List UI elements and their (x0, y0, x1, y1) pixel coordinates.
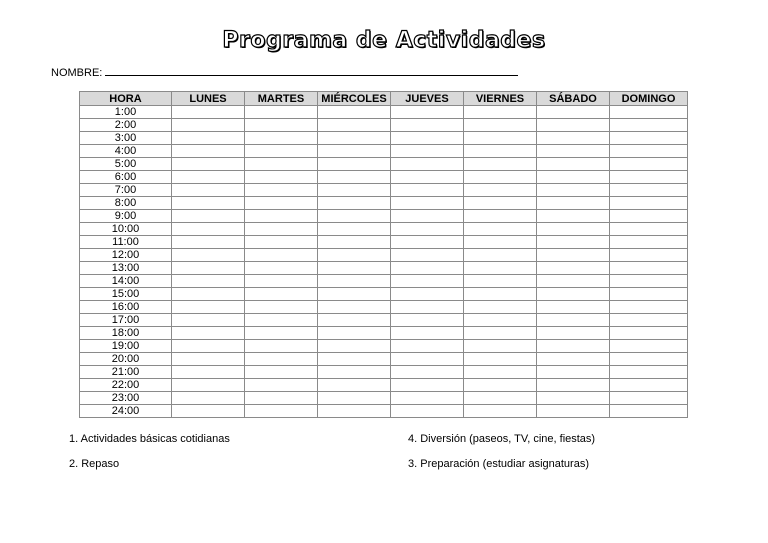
cell-sabado[interactable] (537, 197, 610, 210)
cell-jueves[interactable] (391, 301, 464, 314)
cell-lunes[interactable] (172, 327, 245, 340)
cell-lunes[interactable] (172, 379, 245, 392)
cell-miercoles[interactable] (318, 223, 391, 236)
cell-martes[interactable] (245, 197, 318, 210)
cell-viernes[interactable] (464, 249, 537, 262)
cell-domingo[interactable] (610, 392, 688, 405)
cell-sabado[interactable] (537, 379, 610, 392)
cell-viernes[interactable] (464, 366, 537, 379)
cell-miercoles[interactable] (318, 366, 391, 379)
table-row (80, 340, 688, 353)
cell-viernes[interactable] (464, 262, 537, 275)
cell-martes[interactable] (245, 340, 318, 353)
cell-viernes[interactable] (464, 392, 537, 405)
header-domingo: DOMINGO (610, 92, 688, 106)
cell-miercoles[interactable] (318, 288, 391, 301)
cell-sabado[interactable] (537, 275, 610, 288)
hour-cell: 17:00 (80, 314, 172, 327)
cell-viernes[interactable] (464, 236, 537, 249)
cell-domingo[interactable] (610, 353, 688, 366)
cell-jueves[interactable] (391, 249, 464, 262)
cell-jueves[interactable] (391, 132, 464, 145)
weekly-schedule-table (79, 91, 688, 418)
cell-miercoles[interactable] (318, 353, 391, 366)
cell-lunes[interactable] (172, 392, 245, 405)
cell-lunes[interactable] (172, 314, 245, 327)
cell-lunes[interactable] (172, 262, 245, 275)
table-row (80, 275, 688, 288)
cell-jueves[interactable] (391, 171, 464, 184)
header-martes: MARTES (245, 92, 318, 106)
hour-cell: 3:00 (80, 132, 172, 145)
legend-item-1: 1. Actividades básicas cotidianas (69, 433, 230, 445)
cell-miercoles[interactable] (318, 379, 391, 392)
hour-cell: 21:00 (80, 366, 172, 379)
cell-jueves[interactable] (391, 145, 464, 158)
cell-miercoles[interactable] (318, 171, 391, 184)
cell-martes[interactable] (245, 353, 318, 366)
cell-jueves[interactable] (391, 405, 464, 418)
hour-cell: 24:00 (80, 405, 172, 418)
cell-jueves[interactable] (391, 275, 464, 288)
table-row (80, 314, 688, 327)
table-row (80, 158, 688, 171)
cell-viernes[interactable] (464, 327, 537, 340)
cell-viernes[interactable] (464, 314, 537, 327)
cell-sabado[interactable] (537, 171, 610, 184)
cell-martes[interactable] (245, 405, 318, 418)
cell-jueves[interactable] (391, 340, 464, 353)
cell-domingo[interactable] (610, 288, 688, 301)
cell-viernes[interactable] (464, 197, 537, 210)
hour-cell: 6:00 (80, 171, 172, 184)
schedule-body (80, 106, 688, 418)
cell-jueves[interactable] (391, 106, 464, 119)
cell-viernes[interactable] (464, 158, 537, 171)
table-row (80, 379, 688, 392)
cell-viernes[interactable] (464, 223, 537, 236)
cell-martes[interactable] (245, 288, 318, 301)
hour-cell: 14:00 (80, 275, 172, 288)
cell-jueves[interactable] (391, 119, 464, 132)
cell-martes[interactable] (245, 314, 318, 327)
cell-sabado[interactable] (537, 106, 610, 119)
cell-sabado[interactable] (537, 262, 610, 275)
table-row (80, 171, 688, 184)
cell-domingo[interactable] (610, 249, 688, 262)
cell-jueves[interactable] (391, 210, 464, 223)
cell-martes[interactable] (245, 210, 318, 223)
cell-martes[interactable] (245, 366, 318, 379)
cell-sabado[interactable] (537, 340, 610, 353)
hour-cell: 1:00 (80, 106, 172, 119)
hour-cell: 13:00 (80, 262, 172, 275)
cell-miercoles[interactable] (318, 210, 391, 223)
cell-sabado[interactable] (537, 327, 610, 340)
hour-cell: 8:00 (80, 197, 172, 210)
header-lunes: LUNES (172, 92, 245, 106)
cell-sabado[interactable] (537, 119, 610, 132)
hour-cell: 20:00 (80, 353, 172, 366)
cell-miercoles[interactable] (318, 340, 391, 353)
cell-jueves[interactable] (391, 184, 464, 197)
cell-viernes[interactable] (464, 210, 537, 223)
hour-cell: 9:00 (80, 210, 172, 223)
table-row (80, 249, 688, 262)
cell-viernes[interactable] (464, 184, 537, 197)
cell-lunes[interactable] (172, 288, 245, 301)
cell-sabado[interactable] (537, 236, 610, 249)
cell-lunes[interactable] (172, 119, 245, 132)
cell-viernes[interactable] (464, 379, 537, 392)
name-label: NOMBRE: (51, 67, 103, 79)
cell-miercoles[interactable] (318, 301, 391, 314)
cell-viernes[interactable] (464, 106, 537, 119)
cell-jueves[interactable] (391, 366, 464, 379)
cell-sabado[interactable] (537, 210, 610, 223)
cell-domingo[interactable] (610, 171, 688, 184)
cell-miercoles[interactable] (318, 184, 391, 197)
cell-jueves[interactable] (391, 327, 464, 340)
cell-domingo[interactable] (610, 301, 688, 314)
cell-martes[interactable] (245, 379, 318, 392)
cell-miercoles[interactable] (318, 145, 391, 158)
cell-miercoles[interactable] (318, 262, 391, 275)
table-row (80, 353, 688, 366)
header-miercoles: MIÉRCOLES (318, 92, 391, 106)
hour-cell: 15:00 (80, 288, 172, 301)
cell-jueves[interactable] (391, 158, 464, 171)
cell-domingo[interactable] (610, 145, 688, 158)
cell-lunes[interactable] (172, 353, 245, 366)
cell-jueves[interactable] (391, 223, 464, 236)
cell-sabado[interactable] (537, 249, 610, 262)
cell-martes[interactable] (245, 249, 318, 262)
cell-miercoles[interactable] (318, 249, 391, 262)
header-row (80, 92, 688, 106)
cell-jueves[interactable] (391, 288, 464, 301)
cell-viernes[interactable] (464, 405, 537, 418)
cell-miercoles[interactable] (318, 119, 391, 132)
cell-domingo[interactable] (610, 327, 688, 340)
hour-cell: 11:00 (80, 236, 172, 249)
legend-item-3: 3. Preparación (estudiar asignaturas) (408, 458, 589, 470)
cell-miercoles[interactable] (318, 106, 391, 119)
cell-domingo[interactable] (610, 340, 688, 353)
cell-lunes[interactable] (172, 158, 245, 171)
hour-cell: 4:00 (80, 145, 172, 158)
hour-cell: 7:00 (80, 184, 172, 197)
table-row (80, 223, 688, 236)
cell-martes[interactable] (245, 236, 318, 249)
cell-viernes[interactable] (464, 275, 537, 288)
cell-martes[interactable] (245, 171, 318, 184)
cell-domingo[interactable] (610, 158, 688, 171)
hour-cell: 23:00 (80, 392, 172, 405)
cell-sabado[interactable] (537, 145, 610, 158)
cell-domingo[interactable] (610, 405, 688, 418)
cell-domingo[interactable] (610, 223, 688, 236)
cell-lunes[interactable] (172, 171, 245, 184)
cell-martes[interactable] (245, 223, 318, 236)
cell-lunes[interactable] (172, 249, 245, 262)
cell-jueves[interactable] (391, 392, 464, 405)
table-row (80, 145, 688, 158)
cell-lunes[interactable] (172, 236, 245, 249)
cell-viernes[interactable] (464, 145, 537, 158)
hour-cell: 18:00 (80, 327, 172, 340)
cell-martes[interactable] (245, 184, 318, 197)
cell-viernes[interactable] (464, 288, 537, 301)
cell-jueves[interactable] (391, 353, 464, 366)
cell-lunes[interactable] (172, 405, 245, 418)
cell-martes[interactable] (245, 106, 318, 119)
cell-sabado[interactable] (537, 314, 610, 327)
name-input-line[interactable] (105, 66, 518, 76)
cell-jueves[interactable] (391, 314, 464, 327)
cell-sabado[interactable] (537, 223, 610, 236)
cell-domingo[interactable] (610, 366, 688, 379)
table-row (80, 262, 688, 275)
cell-sabado[interactable] (537, 158, 610, 171)
table-row (80, 197, 688, 210)
table-row (80, 405, 688, 418)
table-row (80, 301, 688, 314)
cell-miercoles[interactable] (318, 327, 391, 340)
header-sabado: SÁBADO (537, 92, 610, 106)
name-field-row (51, 66, 518, 79)
cell-martes[interactable] (245, 145, 318, 158)
cell-sabado[interactable] (537, 392, 610, 405)
cell-sabado[interactable] (537, 288, 610, 301)
table-row (80, 132, 688, 145)
cell-viernes[interactable] (464, 340, 537, 353)
table-row (80, 210, 688, 223)
cell-viernes[interactable] (464, 353, 537, 366)
page-title: Programa de Actividades (222, 28, 546, 53)
cell-miercoles[interactable] (318, 132, 391, 145)
cell-martes[interactable] (245, 119, 318, 132)
legend-item-4: 4. Diversión (paseos, TV, cine, fiestas) (408, 433, 596, 445)
hour-cell: 19:00 (80, 340, 172, 353)
cell-lunes[interactable] (172, 275, 245, 288)
cell-domingo[interactable] (610, 379, 688, 392)
cell-miercoles[interactable] (318, 275, 391, 288)
cell-domingo[interactable] (610, 236, 688, 249)
header-viernes: VIERNES (464, 92, 537, 106)
table-row (80, 288, 688, 301)
cell-viernes[interactable] (464, 301, 537, 314)
cell-lunes[interactable] (172, 301, 245, 314)
cell-miercoles[interactable] (318, 158, 391, 171)
cell-domingo[interactable] (610, 184, 688, 197)
cell-lunes[interactable] (172, 210, 245, 223)
hour-cell: 22:00 (80, 379, 172, 392)
cell-jueves[interactable] (391, 262, 464, 275)
table-row (80, 236, 688, 249)
cell-lunes[interactable] (172, 132, 245, 145)
cell-sabado[interactable] (537, 301, 610, 314)
cell-miercoles[interactable] (318, 197, 391, 210)
cell-lunes[interactable] (172, 145, 245, 158)
table-row (80, 327, 688, 340)
cell-martes[interactable] (245, 158, 318, 171)
hour-cell: 12:00 (80, 249, 172, 262)
cell-domingo[interactable] (610, 210, 688, 223)
hour-cell: 16:00 (80, 301, 172, 314)
cell-jueves[interactable] (391, 379, 464, 392)
cell-lunes[interactable] (172, 197, 245, 210)
cell-lunes[interactable] (172, 340, 245, 353)
table-row (80, 119, 688, 132)
cell-domingo[interactable] (610, 314, 688, 327)
cell-miercoles[interactable] (318, 405, 391, 418)
cell-lunes[interactable] (172, 223, 245, 236)
cell-domingo[interactable] (610, 197, 688, 210)
cell-sabado[interactable] (537, 184, 610, 197)
cell-sabado[interactable] (537, 366, 610, 379)
hour-cell: 2:00 (80, 119, 172, 132)
cell-miercoles[interactable] (318, 314, 391, 327)
cell-martes[interactable] (245, 132, 318, 145)
table-row (80, 366, 688, 379)
cell-domingo[interactable] (610, 106, 688, 119)
cell-domingo[interactable] (610, 132, 688, 145)
cell-lunes[interactable] (172, 184, 245, 197)
hour-cell: 10:00 (80, 223, 172, 236)
cell-domingo[interactable] (610, 119, 688, 132)
cell-miercoles[interactable] (318, 392, 391, 405)
cell-viernes[interactable] (464, 119, 537, 132)
legend-item-2: 2. Repaso (69, 458, 120, 470)
cell-viernes[interactable] (464, 132, 537, 145)
hour-cell: 5:00 (80, 158, 172, 171)
cell-martes[interactable] (245, 392, 318, 405)
header-jueves: JUEVES (391, 92, 464, 106)
cell-martes[interactable] (245, 327, 318, 340)
cell-jueves[interactable] (391, 197, 464, 210)
cell-miercoles[interactable] (318, 236, 391, 249)
cell-domingo[interactable] (610, 275, 688, 288)
cell-martes[interactable] (245, 301, 318, 314)
cell-sabado[interactable] (537, 132, 610, 145)
cell-domingo[interactable] (610, 262, 688, 275)
cell-sabado[interactable] (537, 353, 610, 366)
cell-sabado[interactable] (537, 405, 610, 418)
cell-jueves[interactable] (391, 236, 464, 249)
table-row (80, 106, 688, 119)
cell-martes[interactable] (245, 262, 318, 275)
header-hora: HORA (80, 92, 172, 106)
cell-lunes[interactable] (172, 106, 245, 119)
cell-viernes[interactable] (464, 171, 537, 184)
table-row (80, 184, 688, 197)
cell-martes[interactable] (245, 275, 318, 288)
cell-lunes[interactable] (172, 366, 245, 379)
table-row (80, 392, 688, 405)
